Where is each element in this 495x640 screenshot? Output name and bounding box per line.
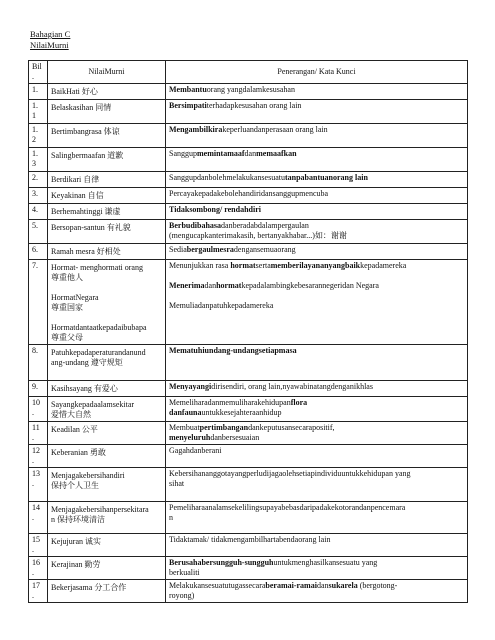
description-text: kehidupan	[257, 398, 291, 407]
keyword-text: Membantu	[169, 85, 207, 94]
penerangan-line	[169, 433, 464, 443]
table-row	[29, 244, 468, 260]
nilai-line: n 保持环境清洁	[51, 515, 105, 524]
penerangan-line	[169, 513, 464, 523]
table-row	[29, 172, 468, 188]
description-text: dan	[244, 149, 257, 158]
description-text: Memuliadanpatuhkepadamereka	[169, 301, 274, 310]
description-text: terhadapkesusahan orang lain	[206, 101, 302, 110]
penerangan-line	[169, 503, 464, 513]
description-text: dan	[316, 581, 329, 590]
description-text: dan	[204, 281, 217, 290]
nilai-line: Bekerjasama 分工合作	[51, 583, 127, 592]
row-nilai	[48, 260, 166, 345]
row-penerangan	[166, 148, 468, 172]
table-body	[29, 84, 468, 603]
description-text: (mengucapkanterimakasih, bertanyakhabar...)如：谢谢	[169, 231, 347, 240]
row-nilai	[48, 148, 166, 172]
nilai-line: ang-undang 遵守规矩	[51, 358, 123, 367]
nilai-line: Belaskasihan 同情	[51, 103, 112, 112]
nilai-line: 保持个人卫生	[51, 481, 99, 490]
penerangan-line	[169, 291, 464, 301]
row-nilai	[48, 580, 166, 603]
row-penerangan	[166, 204, 468, 220]
description-text: Melakukansesuatutugassecara	[169, 581, 266, 590]
penerangan-line	[169, 173, 464, 183]
row-penerangan	[166, 220, 468, 244]
penerangan-line	[169, 125, 464, 135]
penerangan-line	[169, 581, 464, 591]
description-text: serta	[255, 261, 271, 270]
row-penerangan	[166, 84, 468, 100]
penerangan-line	[169, 281, 464, 291]
penerangan-line	[169, 382, 464, 392]
table-row	[29, 381, 468, 397]
penerangan-line	[169, 346, 464, 356]
keyword-text: memaafkan	[256, 149, 297, 158]
penerangan-line	[169, 101, 464, 111]
description-text: kepadamereka	[360, 261, 407, 270]
penerangan-line	[169, 85, 464, 95]
section-subtitle: NilaiMurni	[30, 40, 69, 50]
row-bil: 5.	[29, 220, 48, 244]
nilai-line: Kasihsayang 有爱心	[51, 384, 118, 393]
row-bil: 1. 3	[29, 148, 48, 172]
penerangan-line	[169, 189, 464, 199]
row-nilai	[48, 100, 166, 124]
table-row	[29, 468, 468, 502]
row-penerangan	[166, 422, 468, 445]
row-nilai	[48, 422, 166, 445]
keyword-text: Menerima	[169, 281, 205, 290]
description-text: dirisendiri, orang lain,nyawabinatangdenganikhlas	[211, 382, 373, 391]
header-penerangan: Penerangan/ Kata Kunci	[166, 61, 468, 84]
row-penerangan	[166, 445, 468, 468]
penerangan-line	[169, 408, 464, 418]
row-bil: 13 .	[29, 468, 48, 502]
row-nilai	[48, 468, 166, 502]
keyword-text: beramai-ramai	[265, 581, 317, 590]
nilai-line	[51, 283, 162, 293]
nilai-line: Ramah mesra 好相处	[51, 247, 121, 256]
row-penerangan	[166, 580, 468, 603]
description-text: Memeliharadanmemulihara	[169, 398, 258, 407]
penerangan-line	[169, 398, 464, 408]
description-text: kepadalambingkebesarannegeridan Negara	[241, 281, 379, 290]
table-row	[29, 84, 468, 100]
table-row	[29, 345, 468, 381]
description-text: keperluandanperasaan orang lain	[222, 125, 328, 134]
description-text: sihat	[169, 479, 185, 488]
table-row	[29, 220, 468, 244]
nilai-line	[51, 313, 162, 323]
keyword-text: Berbudibahasa	[169, 221, 222, 230]
row-nilai	[48, 502, 166, 534]
keyword-text: menyeluruh	[169, 433, 211, 442]
row-penerangan	[166, 381, 468, 397]
description-text: danbersesuaian	[210, 433, 260, 442]
description-text: berkualiti	[169, 568, 200, 577]
table-row	[29, 204, 468, 220]
row-nilai	[48, 172, 166, 188]
penerangan-line	[169, 558, 464, 568]
penerangan-line	[169, 568, 464, 578]
table-row	[29, 580, 468, 603]
nilai-line: Keyakinan 自信	[51, 191, 104, 200]
row-penerangan	[166, 397, 468, 422]
description-text: n	[169, 513, 173, 522]
row-penerangan	[166, 172, 468, 188]
row-nilai	[48, 124, 166, 148]
description-text: untukkesejahteraanhidup	[201, 408, 282, 417]
nilai-line: Berhemahtinggi 谦虚	[51, 207, 121, 216]
row-bil: 9.	[29, 381, 48, 397]
nilai-line: BaikHati 好心	[51, 87, 98, 96]
row-bil: 4.	[29, 204, 48, 220]
row-penerangan	[166, 502, 468, 534]
row-bil: 2.	[29, 172, 48, 188]
section-title: Bahagian C	[30, 29, 71, 39]
penerangan-line	[169, 221, 464, 231]
row-nilai	[48, 84, 166, 100]
row-bil: 17 .	[29, 580, 48, 603]
values-table	[28, 60, 468, 603]
table-row	[29, 397, 468, 422]
keyword-text: danfauna	[169, 408, 202, 417]
row-penerangan	[166, 244, 468, 260]
nilai-line: Menjagakebersihandiri	[51, 471, 125, 480]
keyword-text: sukarela	[328, 581, 358, 590]
keyword-text: hormat	[216, 281, 242, 290]
row-bil: 11 .	[29, 422, 48, 445]
keyword-text: Menyayangi	[169, 382, 212, 391]
description-text: untukmenghasilkansesuatu yang	[273, 558, 378, 567]
keyword-text: Mengambilkira	[169, 125, 223, 134]
keyword-text: hormat	[230, 261, 256, 270]
description-text: Tidaktamak/ tidakmengambilhartabendaorang lain	[169, 535, 331, 544]
table-row	[29, 422, 468, 445]
nilai-line: Menjagakebersihanpersekitara	[51, 505, 149, 514]
description-text: Sanggupdanbolehmelakukansesuatu	[169, 173, 285, 182]
row-nilai	[48, 557, 166, 580]
description-text: (bergotong-	[357, 581, 398, 590]
penerangan-line	[169, 591, 464, 601]
description-text: Percayakepadakebolehandiridansanggupmencuba	[169, 189, 329, 198]
row-penerangan	[166, 345, 468, 381]
penerangan-line	[169, 149, 464, 159]
row-bil: 1.	[29, 84, 48, 100]
row-penerangan	[166, 260, 468, 345]
nilai-line: Hormatdantaatkepadaibubapa	[51, 323, 147, 332]
table-row	[29, 100, 468, 124]
table-row	[29, 148, 468, 172]
keyword-text: memberilayananyangbaik	[270, 261, 361, 270]
row-bil: 8.	[29, 345, 48, 381]
nilai-line: Hormat- menghormati orang	[51, 263, 143, 272]
description-text: dengansemuaorang	[233, 245, 296, 254]
nilai-line: Kejujuran 诚实	[51, 537, 101, 546]
penerangan-line	[169, 423, 464, 433]
row-penerangan	[166, 534, 468, 557]
row-bil: 12 .	[29, 445, 48, 468]
nilai-line: 尊重国家	[51, 303, 83, 312]
description-text: Membuat	[169, 423, 200, 432]
nilai-line: Bersopan-santun 有礼貌	[51, 223, 131, 232]
row-bil: 10 .	[29, 397, 48, 422]
penerangan-line	[169, 261, 464, 271]
row-bil: 15 .	[29, 534, 48, 557]
nilai-line: Bertimbangrasa 体谅	[51, 127, 120, 136]
penerangan-line	[169, 469, 464, 479]
row-nilai	[48, 188, 166, 204]
row-nilai	[48, 445, 166, 468]
description-text: Menunjukkan rasa	[169, 261, 231, 270]
row-bil: 7.	[29, 260, 48, 345]
nilai-line: Berdikari 自律	[51, 175, 100, 184]
nilai-line: 爱惜大自然	[51, 410, 91, 419]
table-row	[29, 445, 468, 468]
description-text: Pemeliharaanalamsekelilingsupayabebasdaripadakekotorandanpencemara	[169, 503, 406, 512]
row-nilai	[48, 345, 166, 381]
row-penerangan	[166, 188, 468, 204]
description-text: Sedia	[169, 245, 187, 254]
table-row	[29, 557, 468, 580]
keyword-text: flora	[290, 398, 308, 407]
penerangan-line	[169, 301, 464, 311]
description-text: Gagahdanberani	[169, 446, 222, 455]
penerangan-line	[169, 245, 464, 255]
table-row	[29, 502, 468, 534]
keyword-text: Berusahabersungguh-sungguh	[169, 558, 274, 567]
keyword-text: Bersimpati	[169, 101, 207, 110]
keyword-text: Tidaksombong/ rendahdiri	[169, 205, 261, 214]
row-penerangan	[166, 100, 468, 124]
nilai-line: HormatNegara	[51, 293, 99, 302]
description-text: danberadabdalampergaulan	[221, 221, 309, 230]
row-bil: 1. 1	[29, 100, 48, 124]
row-nilai	[48, 220, 166, 244]
row-nilai	[48, 204, 166, 220]
penerangan-line	[169, 446, 464, 456]
table-row	[29, 124, 468, 148]
keyword-text: Mematuhiundang-undangsetiapmasa	[169, 346, 297, 355]
header-bil: Bil .	[29, 61, 48, 84]
header-nilai: NilaiMurni	[48, 61, 166, 84]
description-text: orang yangdalamkesusahan	[206, 85, 295, 94]
table-row	[29, 534, 468, 557]
row-bil: 14 .	[29, 502, 48, 534]
row-bil: 6.	[29, 244, 48, 260]
penerangan-line	[169, 535, 464, 545]
keyword-text: memintamaaf	[197, 149, 245, 158]
nilai-line: 尊重他人	[51, 273, 83, 282]
description-text: royong)	[169, 591, 195, 600]
row-penerangan	[166, 468, 468, 502]
penerangan-line	[169, 271, 464, 281]
keyword-text: bergaulmesra	[186, 245, 234, 254]
penerangan-line	[169, 479, 464, 489]
row-bil: 1. 2	[29, 124, 48, 148]
nilai-line: Patuhkepadaperaturandanund	[51, 348, 146, 357]
nilai-line: Kerajinan 勤劳	[51, 560, 101, 569]
row-nilai	[48, 397, 166, 422]
row-penerangan	[166, 124, 468, 148]
table-row	[29, 260, 468, 345]
description-text: Sanggup	[169, 149, 197, 158]
description-text: dankeputusansecarapositif,	[248, 423, 335, 432]
row-nilai	[48, 244, 166, 260]
nilai-line: Keberanian 勇敢	[51, 448, 106, 457]
nilai-line: Sayangkepadaalamsekitar	[51, 400, 135, 409]
description-text: Kebersihananggotayangperludijagaolehsetiapindividuuntukkehidupan yang	[169, 469, 411, 478]
row-nilai	[48, 534, 166, 557]
row-bil: 3.	[29, 188, 48, 204]
penerangan-line	[169, 231, 464, 241]
table-header-row	[29, 61, 468, 84]
nilai-line: 尊重父母	[51, 333, 83, 342]
penerangan-line	[169, 205, 464, 215]
keyword-text: tanpabantuanorang lain	[284, 173, 368, 182]
table-row	[29, 188, 468, 204]
row-penerangan	[166, 557, 468, 580]
nilai-line: Keadilan 公平	[51, 425, 98, 434]
nilai-line: Salingbermaafan 道歉	[51, 151, 124, 160]
row-bil: 16 .	[29, 557, 48, 580]
row-nilai	[48, 381, 166, 397]
keyword-text: pertimbangan	[199, 423, 249, 432]
